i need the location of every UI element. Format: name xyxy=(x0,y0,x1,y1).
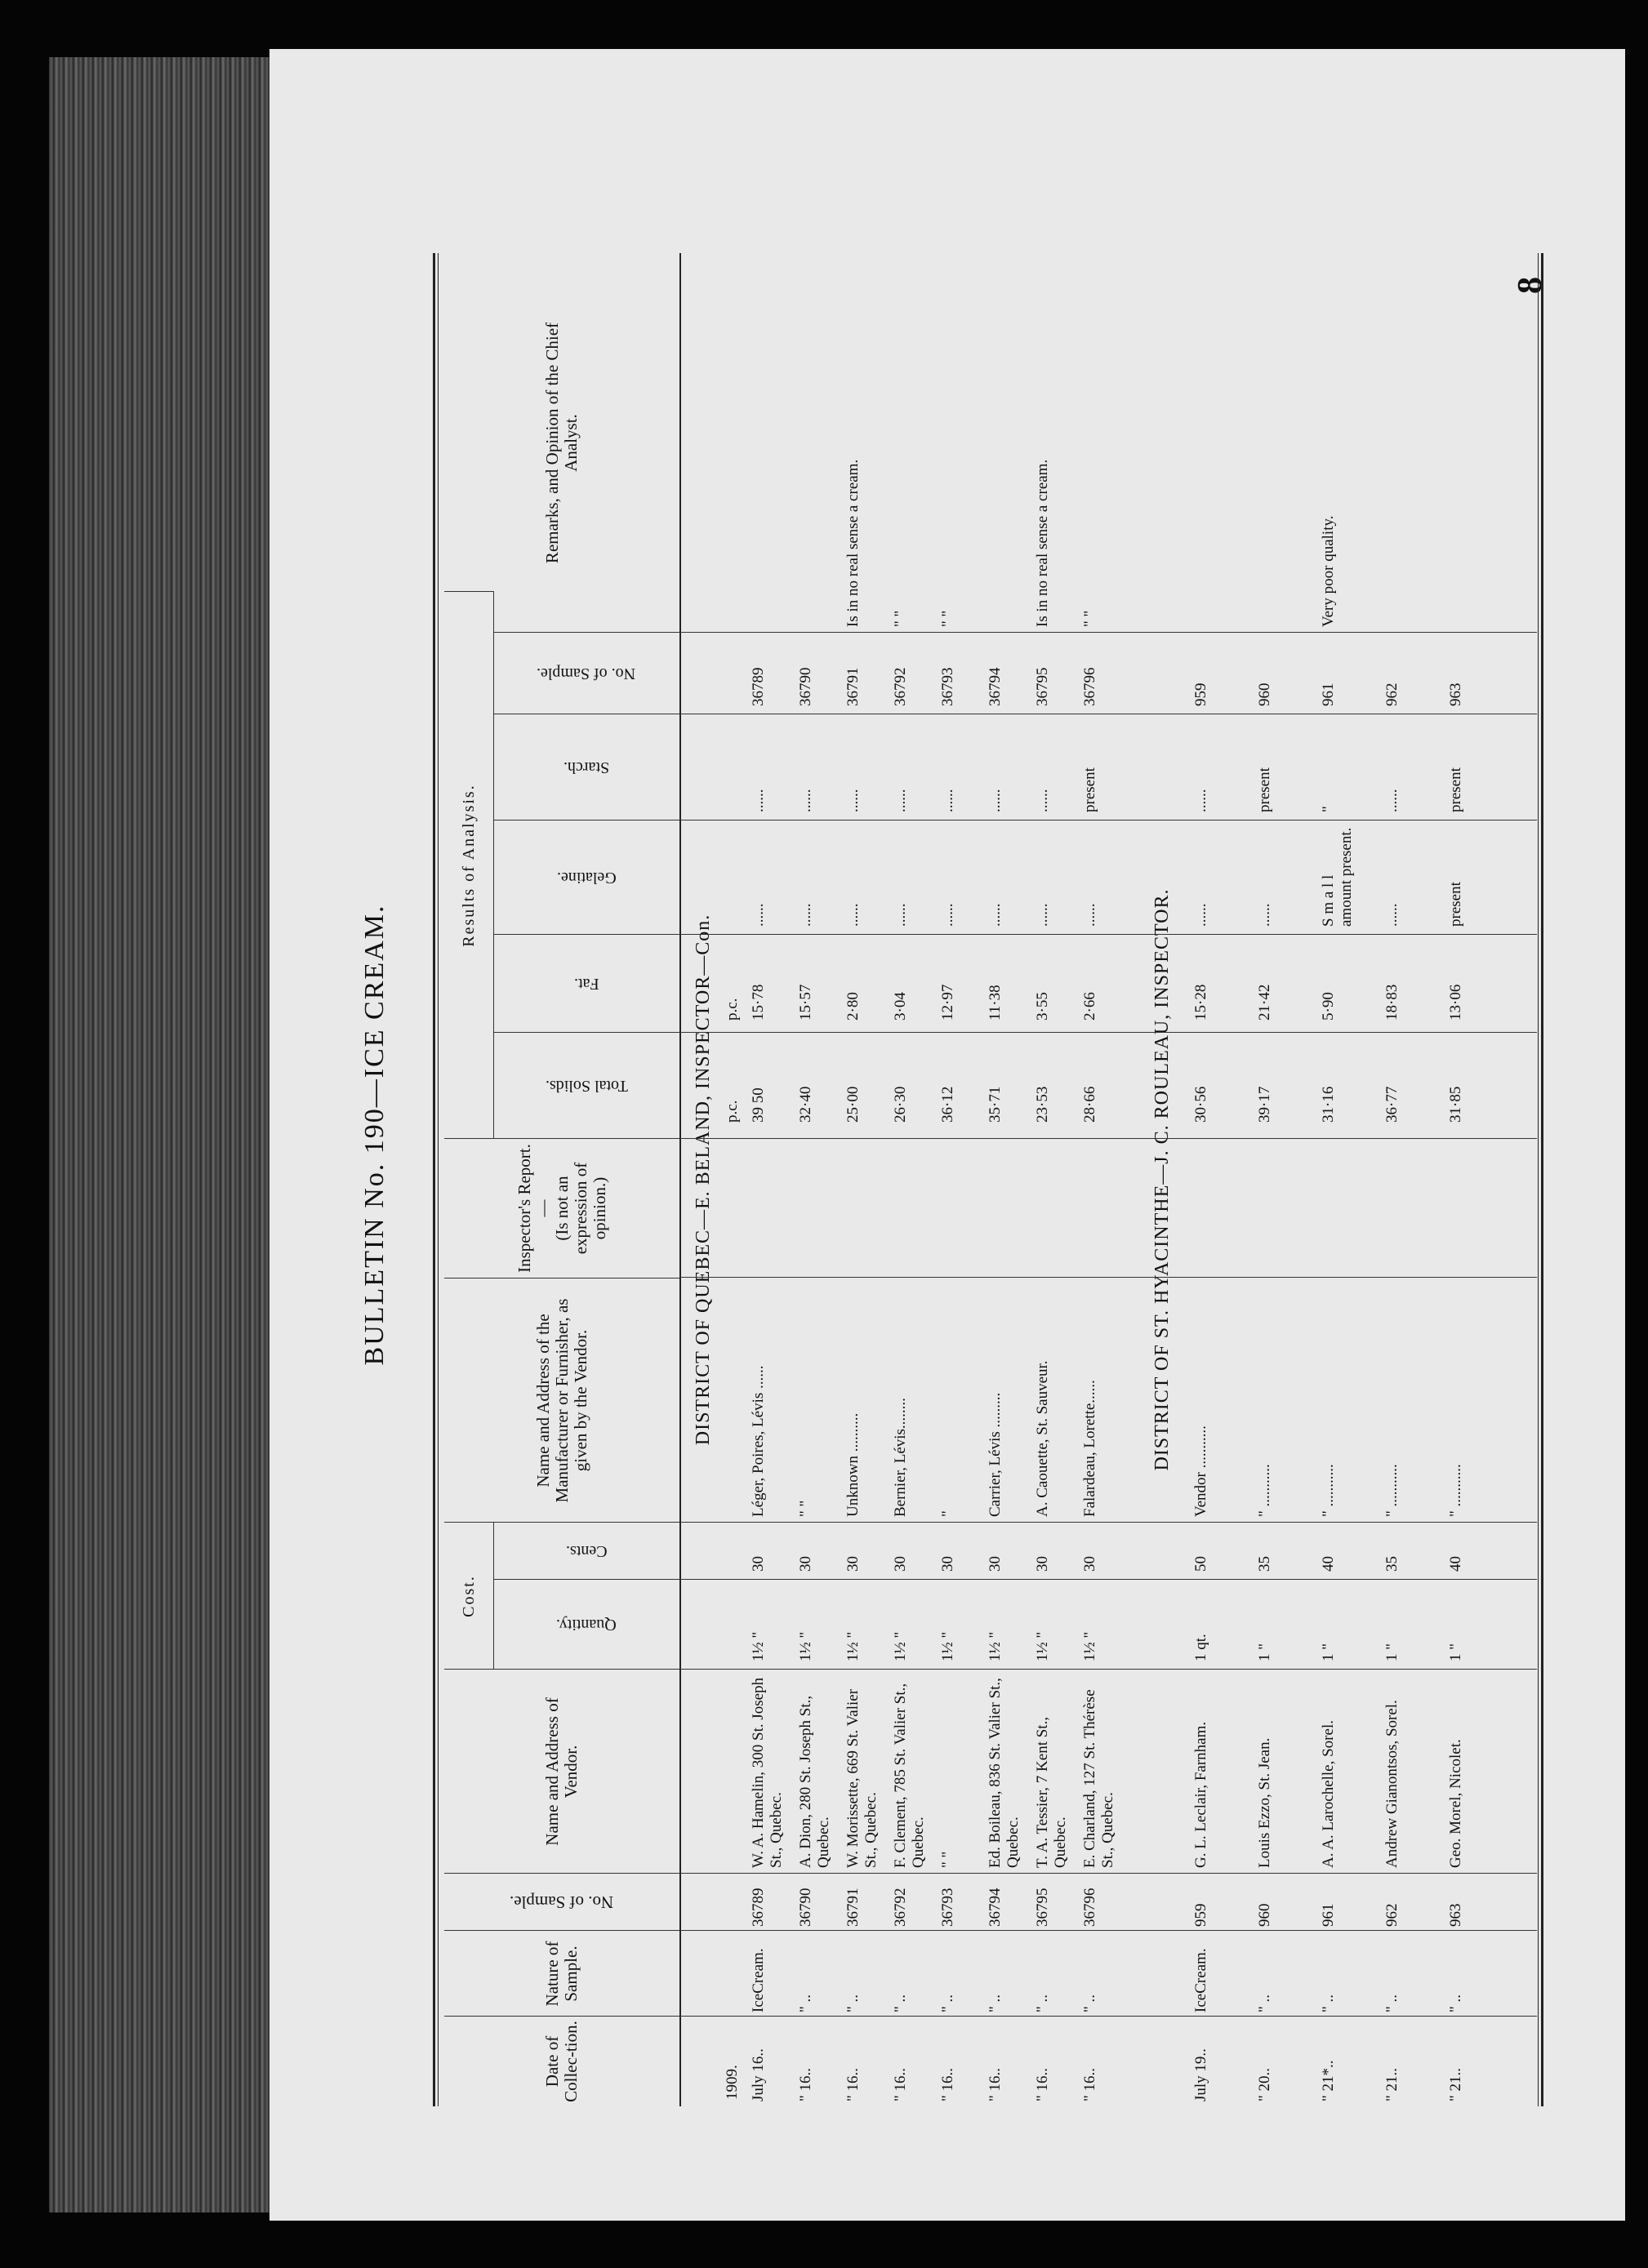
page-number: 8 xyxy=(1512,277,1549,294)
cell-vendor: E. Charland, 127 St. Thérèse St., Quebec. xyxy=(1081,1689,1116,1868)
cell-gelatine: ...... xyxy=(987,903,1004,927)
cell-starch: ...... xyxy=(939,789,956,812)
cell-starch: ...... xyxy=(1034,789,1051,812)
column-rule xyxy=(679,1522,1537,1523)
document-page xyxy=(269,49,1625,2221)
cell-sample-no: 959 xyxy=(1192,1903,1209,1927)
header-starch: Starch. xyxy=(493,714,679,820)
column-rule xyxy=(679,1138,1537,1139)
cell-fat: 18·83 xyxy=(1383,984,1401,1021)
cell-vendor: F. Clement, 785 St. Valier St., Quebec. xyxy=(892,1683,927,1868)
header-date: Date of Collec-tion. xyxy=(444,2016,679,2106)
cell-quantity: 1½ " xyxy=(750,1631,767,1661)
cell-manufacturer: " ........... xyxy=(1320,1464,1337,1517)
header-inspector-report: Inspector's Report. — (Is not an expression of opinion.) xyxy=(444,1138,679,1278)
cell-total-solids: 31·16 xyxy=(1320,1086,1337,1123)
cell-nature: " .. xyxy=(1447,1994,1464,2012)
cell-sample-no: 36789 xyxy=(750,1888,767,1927)
header-cost: Cost. xyxy=(444,1522,494,1670)
cell-date: " 20.. xyxy=(1256,2067,1273,2101)
cell-total-solids: 36·12 xyxy=(939,1086,956,1123)
cell-gelatine: ...... xyxy=(892,903,909,927)
cell-cents: 30 xyxy=(844,1556,862,1572)
header-vendor: Name and Address of Vendor. xyxy=(444,1669,679,1874)
cell-sample-no: 36790 xyxy=(797,1888,814,1927)
cell-starch: ...... xyxy=(844,789,862,812)
cell-fat: 2·66 xyxy=(1081,992,1098,1021)
cell-remark: Is in no real sense a cream. xyxy=(1034,459,1051,627)
cell-vendor: W. Morissette, 669 St. Valier St., Quebec. xyxy=(844,1688,880,1868)
cell-sample-no: 36792 xyxy=(892,1888,909,1927)
cell-quantity: 1½ " xyxy=(939,1631,956,1661)
cell-date: " 21.. xyxy=(1447,2067,1464,2101)
cell-nature: " .. xyxy=(939,1994,956,2012)
cell-vendor: Andrew Gianontsos, Sorel. xyxy=(1383,1700,1401,1868)
cell-gelatine: ...... xyxy=(750,903,767,927)
cell-vendor: A. A. Larochelle, Sorel. xyxy=(1320,1720,1337,1868)
cell-date: July 16.. xyxy=(750,2048,767,2101)
cell-quantity: 1 " xyxy=(1256,1643,1273,1661)
cell-quantity: 1½ " xyxy=(797,1631,814,1661)
cell-starch: ...... xyxy=(1192,789,1209,812)
cell-remark: " " xyxy=(892,610,909,627)
cell-starch: ...... xyxy=(892,789,909,812)
cell-gelatine: ...... xyxy=(1192,903,1209,927)
cell-cents: 30 xyxy=(1034,1556,1051,1572)
cell-vendor: A. Dion, 280 St. Joseph St., Quebec. xyxy=(797,1695,832,1868)
header-no-sample-2: No. of Sample. xyxy=(493,632,679,714)
cell-total-solids: 25·00 xyxy=(844,1086,862,1123)
cell-manufacturer: " " xyxy=(797,1500,814,1517)
cell-sample-no-2: 960 xyxy=(1256,683,1273,706)
cell-fat: 15·78 xyxy=(750,984,767,1021)
column-rule xyxy=(679,1032,1537,1033)
cell-cents: 30 xyxy=(797,1556,814,1572)
cell-sample-no-2: 963 xyxy=(1447,683,1464,706)
cell-vendor: Louis Ezzo, St. Jean. xyxy=(1256,1737,1273,1868)
cell-nature: " .. xyxy=(797,1994,814,2012)
cell-sample-no: 960 xyxy=(1256,1903,1273,1927)
cell-sample-no-2: 962 xyxy=(1383,683,1401,706)
cell-nature: " .. xyxy=(1256,1994,1273,2012)
cell-nature: IceCream. xyxy=(1192,1948,1209,2012)
rotated-content xyxy=(269,49,1625,2221)
cell-gelatine: ...... xyxy=(939,903,956,927)
cell-sample-no: 36793 xyxy=(939,1888,956,1927)
cell-sample-no: 962 xyxy=(1383,1903,1401,1927)
unit-fat: p.c. xyxy=(724,998,741,1021)
cell-sample-no-2: 959 xyxy=(1192,683,1209,706)
cell-quantity: 1½ " xyxy=(892,1631,909,1661)
cell-date: " 16.. xyxy=(1081,2067,1098,2101)
cell-fat: 13·06 xyxy=(1447,984,1464,1021)
cell-total-solids: 32·40 xyxy=(797,1086,814,1123)
cell-manufacturer: " ........... xyxy=(1447,1464,1464,1517)
header-fat: Fat. xyxy=(493,934,679,1033)
cell-nature: " .. xyxy=(844,1994,862,2012)
cell-nature: " .. xyxy=(1320,1994,1337,2012)
cell-vendor: W. A. Hamelin, 300 St. Joseph St., Quebec. xyxy=(750,1677,785,1868)
cell-starch: ...... xyxy=(750,789,767,812)
cell-date: " 16.. xyxy=(844,2067,862,2101)
cell-sample-no-2: 36791 xyxy=(844,667,862,706)
district-quebec-title: DISTRICT OF QUEBEC—E. BELAND, INSPECTOR—Con. xyxy=(693,914,714,1446)
cell-nature: " .. xyxy=(1034,1994,1051,2012)
cell-starch: ...... xyxy=(987,789,1004,812)
cell-cents: 30 xyxy=(1081,1556,1098,1572)
cell-sample-no: 36796 xyxy=(1081,1888,1098,1927)
cell-gelatine: ...... xyxy=(1383,903,1401,927)
cell-cents: 30 xyxy=(987,1556,1004,1572)
cell-nature: IceCream. xyxy=(750,1948,767,2012)
cell-sample-no: 961 xyxy=(1320,1903,1337,1927)
cell-fat: 2·80 xyxy=(844,992,862,1021)
cell-total-solids: 23·53 xyxy=(1034,1086,1051,1123)
cell-fat: 3·04 xyxy=(892,992,909,1021)
cell-sample-no-2: 36796 xyxy=(1081,667,1098,706)
cell-quantity: 1½ " xyxy=(844,1631,862,1661)
cell-starch: present xyxy=(1447,767,1464,812)
cell-vendor: G. L. Leclair, Farnham. xyxy=(1192,1721,1209,1868)
cell-vendor: T. A. Tessier, 7 Kent St., Quebec. xyxy=(1034,1716,1069,1868)
cell-manufacturer: Falardeau, Lorette...... xyxy=(1081,1380,1098,1517)
column-rule xyxy=(679,632,1537,633)
cell-cents: 30 xyxy=(750,1556,767,1572)
cell-date: " 16.. xyxy=(939,2067,956,2101)
column-rule xyxy=(679,1669,1537,1670)
cell-quantity: 1 " xyxy=(1383,1643,1401,1661)
cell-nature: " .. xyxy=(987,1994,1004,2012)
column-rule xyxy=(679,1277,1537,1278)
cell-remark: Very poor quality. xyxy=(1320,515,1337,627)
cell-fat: 15·28 xyxy=(1192,984,1209,1021)
cell-total-solids: 39·17 xyxy=(1256,1086,1273,1123)
cell-vendor: Ed. Boileau, 836 St. Valier St., Quebec. xyxy=(987,1678,1022,1868)
cell-manufacturer: " ........... xyxy=(1383,1464,1401,1517)
cell-total-solids: 39 50 xyxy=(750,1087,767,1123)
cell-starch: present xyxy=(1256,767,1273,812)
cell-total-solids: 28·66 xyxy=(1081,1086,1098,1123)
cell-gelatine: present xyxy=(1447,882,1464,927)
cell-manufacturer: " ........... xyxy=(1256,1464,1273,1517)
header-remarks: Remarks, and Opinion of the Chief Analyst. xyxy=(542,322,581,564)
header-total-solids: Total Solids. xyxy=(493,1032,679,1139)
cell-cents: 35 xyxy=(1383,1556,1401,1572)
cell-remark: " " xyxy=(939,610,956,627)
cell-quantity: 1½ " xyxy=(987,1631,1004,1661)
cell-sample-no-2: 36792 xyxy=(892,667,909,706)
header-gelatine: Gelatine. xyxy=(493,820,679,935)
table-frame xyxy=(433,253,1543,2106)
cell-gelatine: S m a l l amount present. xyxy=(1320,827,1355,927)
cell-cents: 30 xyxy=(939,1556,956,1572)
cell-fat: 5·90 xyxy=(1320,992,1337,1021)
cell-starch: ...... xyxy=(797,789,814,812)
cell-total-solids: 35·71 xyxy=(987,1086,1004,1123)
cell-date: " 21.. xyxy=(1383,2067,1401,2101)
header-nature: Nature of Sample. xyxy=(444,1930,679,2017)
cell-manufacturer: Vendor ........... xyxy=(1192,1425,1209,1517)
cell-vendor: " " xyxy=(939,1851,956,1868)
cell-quantity: 1 " xyxy=(1447,1643,1464,1661)
column-rule xyxy=(679,1930,1537,1931)
cell-quantity: 1½ " xyxy=(1034,1631,1051,1661)
header-quantity: Quantity. xyxy=(493,1579,679,1670)
cell-date: " 16.. xyxy=(892,2067,909,2101)
cell-total-solids: 31·85 xyxy=(1447,1086,1464,1123)
cell-sample-no-2: 36790 xyxy=(797,667,814,706)
cell-manufacturer: Unknown .......... xyxy=(844,1412,862,1517)
cell-quantity: 1 " xyxy=(1320,1643,1337,1661)
column-rule xyxy=(679,2016,1537,2017)
cell-gelatine: ...... xyxy=(1034,903,1051,927)
cell-manufacturer: Carrier, Lévis ......... xyxy=(987,1392,1004,1517)
cell-nature: " .. xyxy=(1081,1994,1098,2012)
cell-sample-no: 36795 xyxy=(1034,1888,1051,1927)
year-label: 1909. xyxy=(724,2065,741,2100)
column-rule xyxy=(679,1579,1537,1580)
cell-fat: 21·42 xyxy=(1256,984,1273,1021)
cell-gelatine: ...... xyxy=(797,903,814,927)
cell-date: " 16.. xyxy=(1034,2067,1051,2101)
district-st-hyacinthe-title: DISTRICT OF ST. HYACINTHE—J. C. ROULEAU, INSPECTOR. xyxy=(1151,888,1173,1471)
cell-sample-no: 36794 xyxy=(987,1888,1004,1927)
cell-fat: 12·97 xyxy=(939,984,956,1021)
cell-fat: 11·38 xyxy=(987,985,1004,1021)
cell-starch: ...... xyxy=(1383,789,1401,812)
cell-sample-no-2: 36789 xyxy=(750,667,767,706)
column-rule xyxy=(679,1873,1537,1874)
cell-sample-no-2: 961 xyxy=(1320,683,1337,706)
cell-date: " 21*.. xyxy=(1320,2060,1337,2101)
header-cents: Cents. xyxy=(493,1522,679,1580)
header-results: Results of Analysis. xyxy=(444,591,494,1139)
cell-fat: 3·55 xyxy=(1034,992,1051,1021)
cell-total-solids: 36·77 xyxy=(1383,1086,1401,1123)
cell-cents: 30 xyxy=(892,1556,909,1572)
cell-date: July 19.. xyxy=(1192,2048,1209,2101)
cell-manufacturer: Léger, Poires, Lévis ...... xyxy=(750,1365,767,1517)
cell-nature: " .. xyxy=(892,1994,909,2012)
unit-total-solids: p.c. xyxy=(724,1100,741,1123)
cell-manufacturer: A. Caouette, St. Sauveur. xyxy=(1034,1360,1051,1517)
cell-nature: " .. xyxy=(1383,1994,1401,2012)
header-no-sample: No. of Sample. xyxy=(444,1873,679,1931)
column-rule xyxy=(679,934,1537,935)
cell-quantity: 1 qt. xyxy=(1192,1634,1209,1661)
cell-cents: 35 xyxy=(1256,1556,1273,1572)
cell-remark: " " xyxy=(1081,610,1098,627)
bulletin-title: BULLETIN No. 190—ICE CREAM. xyxy=(359,904,390,1366)
cell-vendor: Geo. Morel, Nicolet. xyxy=(1447,1739,1464,1868)
cell-cents: 40 xyxy=(1320,1556,1337,1572)
cell-sample-no-2: 36794 xyxy=(987,667,1004,706)
table-header xyxy=(444,253,681,2106)
cell-sample-no: 36791 xyxy=(844,1888,862,1927)
cell-sample-no-2: 36795 xyxy=(1034,667,1051,706)
cell-remark: Is in no real sense a cream. xyxy=(844,459,862,627)
cell-manufacturer: Bernier, Lévis........ xyxy=(892,1398,909,1517)
cell-sample-no: 963 xyxy=(1447,1903,1464,1927)
cell-gelatine: ...... xyxy=(1081,903,1098,927)
cell-cents: 40 xyxy=(1447,1556,1464,1572)
cell-starch: present xyxy=(1081,767,1098,812)
cell-sample-no-2: 36793 xyxy=(939,667,956,706)
cell-gelatine: ...... xyxy=(844,903,862,927)
cell-date: " 16.. xyxy=(987,2067,1004,2101)
cell-manufacturer: " xyxy=(939,1510,956,1517)
header-manufacturer: Name and Address of the Manufacturer or Furnisher, as given by the Vendor. xyxy=(444,1278,679,1523)
cell-total-solids: 26·30 xyxy=(892,1086,909,1123)
cell-fat: 15·57 xyxy=(797,984,814,1021)
cell-date: " 16.. xyxy=(797,2067,814,2101)
cell-cents: 50 xyxy=(1192,1556,1209,1572)
cell-total-solids: 30·56 xyxy=(1192,1086,1209,1123)
cell-gelatine: ...... xyxy=(1256,903,1273,927)
cell-quantity: 1½ " xyxy=(1081,1631,1098,1661)
cell-starch: " xyxy=(1320,806,1337,812)
